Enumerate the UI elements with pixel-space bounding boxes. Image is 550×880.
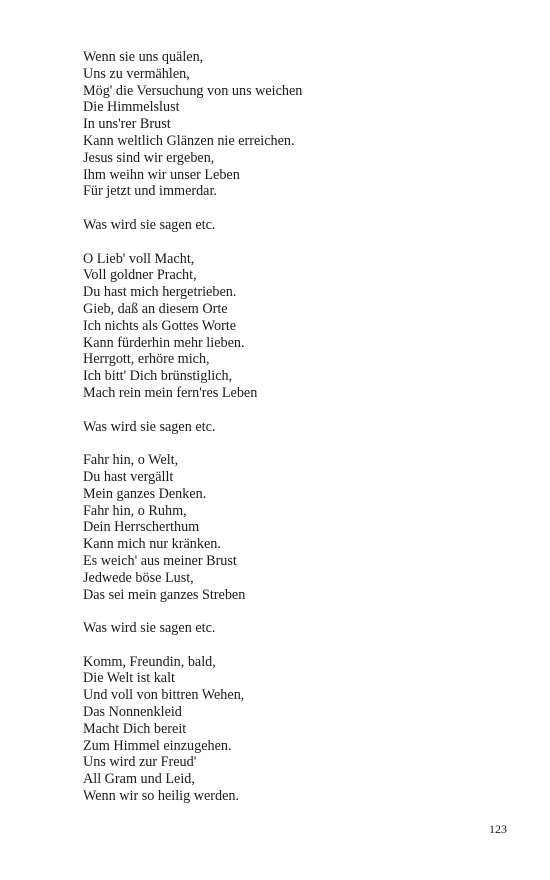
stanza-1 bbox=[83, 49, 503, 200]
poem-line: Uns zu vermählen, bbox=[83, 65, 190, 82]
poem-line: Kann mich nur kränken. bbox=[83, 536, 221, 553]
poem-line: Mach rein mein fern'res Leben bbox=[83, 384, 258, 401]
stanza-3 bbox=[83, 452, 503, 603]
poem-line: Ich bitt' Dich brünstiglich, bbox=[83, 368, 233, 385]
poem-line: Komm, Freundin, bald, bbox=[83, 653, 216, 670]
poem-line: Du hast vergällt bbox=[83, 468, 174, 485]
poem-line: Herrgott, erhöre mich, bbox=[83, 351, 210, 368]
poem-line: Die Himmelslust bbox=[83, 99, 180, 116]
poem-line: Du hast mich hergetrieben. bbox=[83, 284, 237, 301]
poem-line: Und voll von bittren Wehen, bbox=[83, 687, 245, 704]
stanza-2 bbox=[83, 251, 503, 402]
poem-line: Ich nichts als Gottes Worte bbox=[83, 317, 237, 334]
stanza-4 bbox=[83, 654, 503, 805]
poem-line: In uns'rer Brust bbox=[83, 116, 171, 133]
poem-line: Fahr hin, o Welt, bbox=[83, 452, 179, 469]
poem-line: Das Nonnenkleid bbox=[83, 704, 182, 721]
poem-line: Uns wird zur Freud' bbox=[83, 754, 197, 771]
poem-line: Kann fürderhin mehr lieben. bbox=[83, 334, 245, 351]
page-number: 123 bbox=[489, 822, 507, 836]
poem-line: Macht Dich bereit bbox=[83, 720, 187, 737]
poem-line: All Gram und Leid, bbox=[83, 771, 195, 788]
poem-line: Jesus sind wir ergeben, bbox=[83, 149, 215, 166]
poem-line: Mög' die Versuchung von uns weichen bbox=[83, 82, 303, 99]
refrain-line: Was wird sie sagen etc. bbox=[83, 418, 216, 435]
poem-line: Ihm weihn wir unser Leben bbox=[83, 166, 240, 183]
poem-text bbox=[83, 49, 503, 822]
poem-line: Wenn wir so heilig werden. bbox=[83, 788, 240, 805]
poem-line: Kann weltlich Glänzen nie erreichen. bbox=[83, 132, 295, 149]
poem-line: Jedwede böse Lust, bbox=[83, 569, 194, 586]
poem-line: Für jetzt und immerdar. bbox=[83, 183, 217, 200]
poem-line: Dein Herrscherthum bbox=[83, 519, 200, 536]
poem-line: Wenn sie uns quälen, bbox=[83, 49, 204, 65]
refrain-line: Was wird sie sagen etc. bbox=[83, 216, 216, 233]
poem-line: Die Welt ist kalt bbox=[83, 670, 175, 687]
poem-line: Voll goldner Pracht, bbox=[83, 267, 197, 284]
poem-line: Fahr hin, o Ruhm, bbox=[83, 502, 187, 519]
poem-line: Zum Himmel einzugehen. bbox=[83, 737, 232, 754]
poem-line: Gieb, daß an diesem Orte bbox=[83, 300, 228, 317]
poem-line: Es weich' aus meiner Brust bbox=[83, 552, 237, 569]
poem-line: Das sei mein ganzes Streben bbox=[83, 586, 246, 603]
refrain-line: Was wird sie sagen etc. bbox=[83, 620, 216, 637]
poem-line: Mein ganzes Denken. bbox=[83, 485, 207, 502]
poem-line: O Lieb' voll Macht, bbox=[83, 250, 195, 267]
